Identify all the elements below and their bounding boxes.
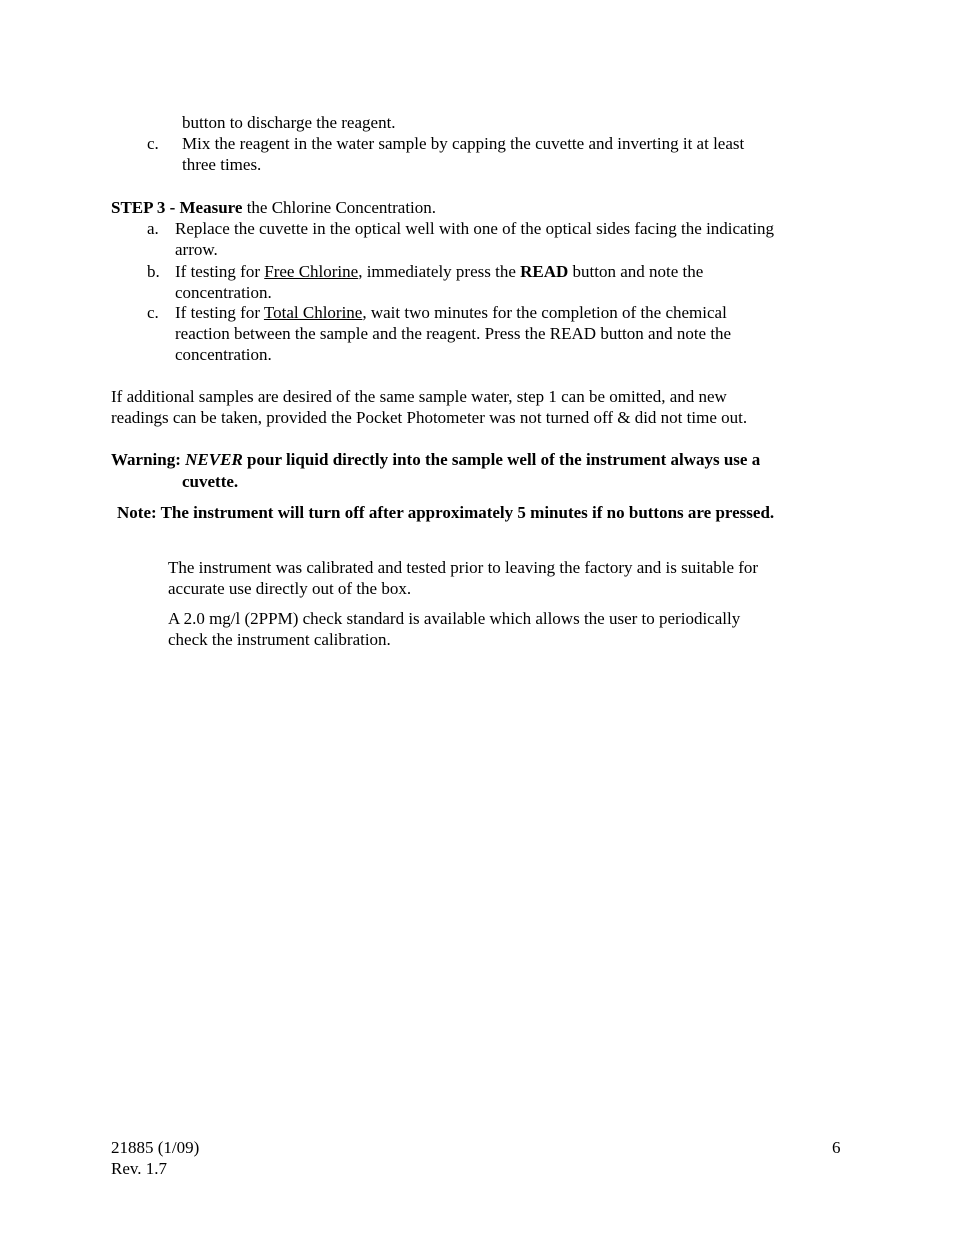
free-chlorine-text: Free Chlorine [264,262,359,281]
calibration-p1-line2: accurate use directly out of the box. [168,579,412,598]
warning-label: Warning: [111,450,186,469]
step3-label: STEP 3 - [111,198,180,217]
step3-heading [111,197,436,218]
step2-item-c-line1: Mix the reagent in the water sample by capping the cuvette and inverting it at least [182,134,745,153]
step3-item-a-marker: a. [147,219,159,238]
warning-never: NEVER [185,450,243,469]
step3-item-a-line1: Replace the cuvette in the optical well with one of the optical sides facing the indicating [175,219,775,238]
step3-item-a-line2: arrow. [175,240,218,259]
additional-samples-line1: If additional samples are desired of the same sample water, step 1 can be omitted, and new [111,387,727,406]
step3-item-c-marker: c. [147,303,159,322]
step3-title-rest: the Chlorine Concentration. [242,198,437,217]
step3-item-b-line2: concentration. [175,283,272,302]
step3-item-c-line1 [175,302,727,323]
step2-continued-line: button to discharge the reagent. [182,113,396,132]
warning-line1 [111,449,760,470]
calibration-p2-line1: A 2.0 mg/l (2PPM) check standard is available which allows the user to periodically [168,609,741,628]
step3-c-pre: If testing for [175,303,264,322]
step2-item-c-marker: c. [147,134,159,153]
step3-item-b-marker: b. [147,262,160,281]
step3-b-mid: , immediately press the [358,262,521,281]
read-button-label: READ [520,262,569,281]
footer-revision: Rev. 1.7 [111,1159,168,1178]
note-text: Note: The instrument will turn off after approximately 5 minutes if no buttons are pressed. [117,503,775,522]
step3-bold-word: Measure [179,198,243,217]
total-chlorine-text: Total Chlorine [263,303,363,322]
calibration-p1-line1: The instrument was calibrated and tested prior to leaving the factory and is suitable for [168,558,759,577]
step3-c-post: , wait two minutes for the completion of the chemical [362,303,727,322]
additional-samples-line2: readings can be taken, provided the Pocket Photometer was not turned off & did not time out. [111,408,748,427]
step2-item-c-line2: three times. [182,155,262,174]
step3-b-pre: If testing for [175,262,265,281]
footer-doc-number: 21885 (1/09) [111,1138,200,1157]
warning-rest: pour liquid directly into the sample well of the instrument always use a [242,450,761,469]
step3-item-b-line1 [175,261,703,282]
footer-page-number: 6 [832,1138,841,1157]
step3-b-post: button and note the [568,262,704,281]
calibration-p2-line2: check the instrument calibration. [168,630,391,649]
step3-item-c-line2: reaction between the sample and the reagent. Press the READ button and note the [175,324,732,343]
step3-item-c-line3: concentration. [175,345,272,364]
warning-line2: cuvette. [182,472,239,491]
